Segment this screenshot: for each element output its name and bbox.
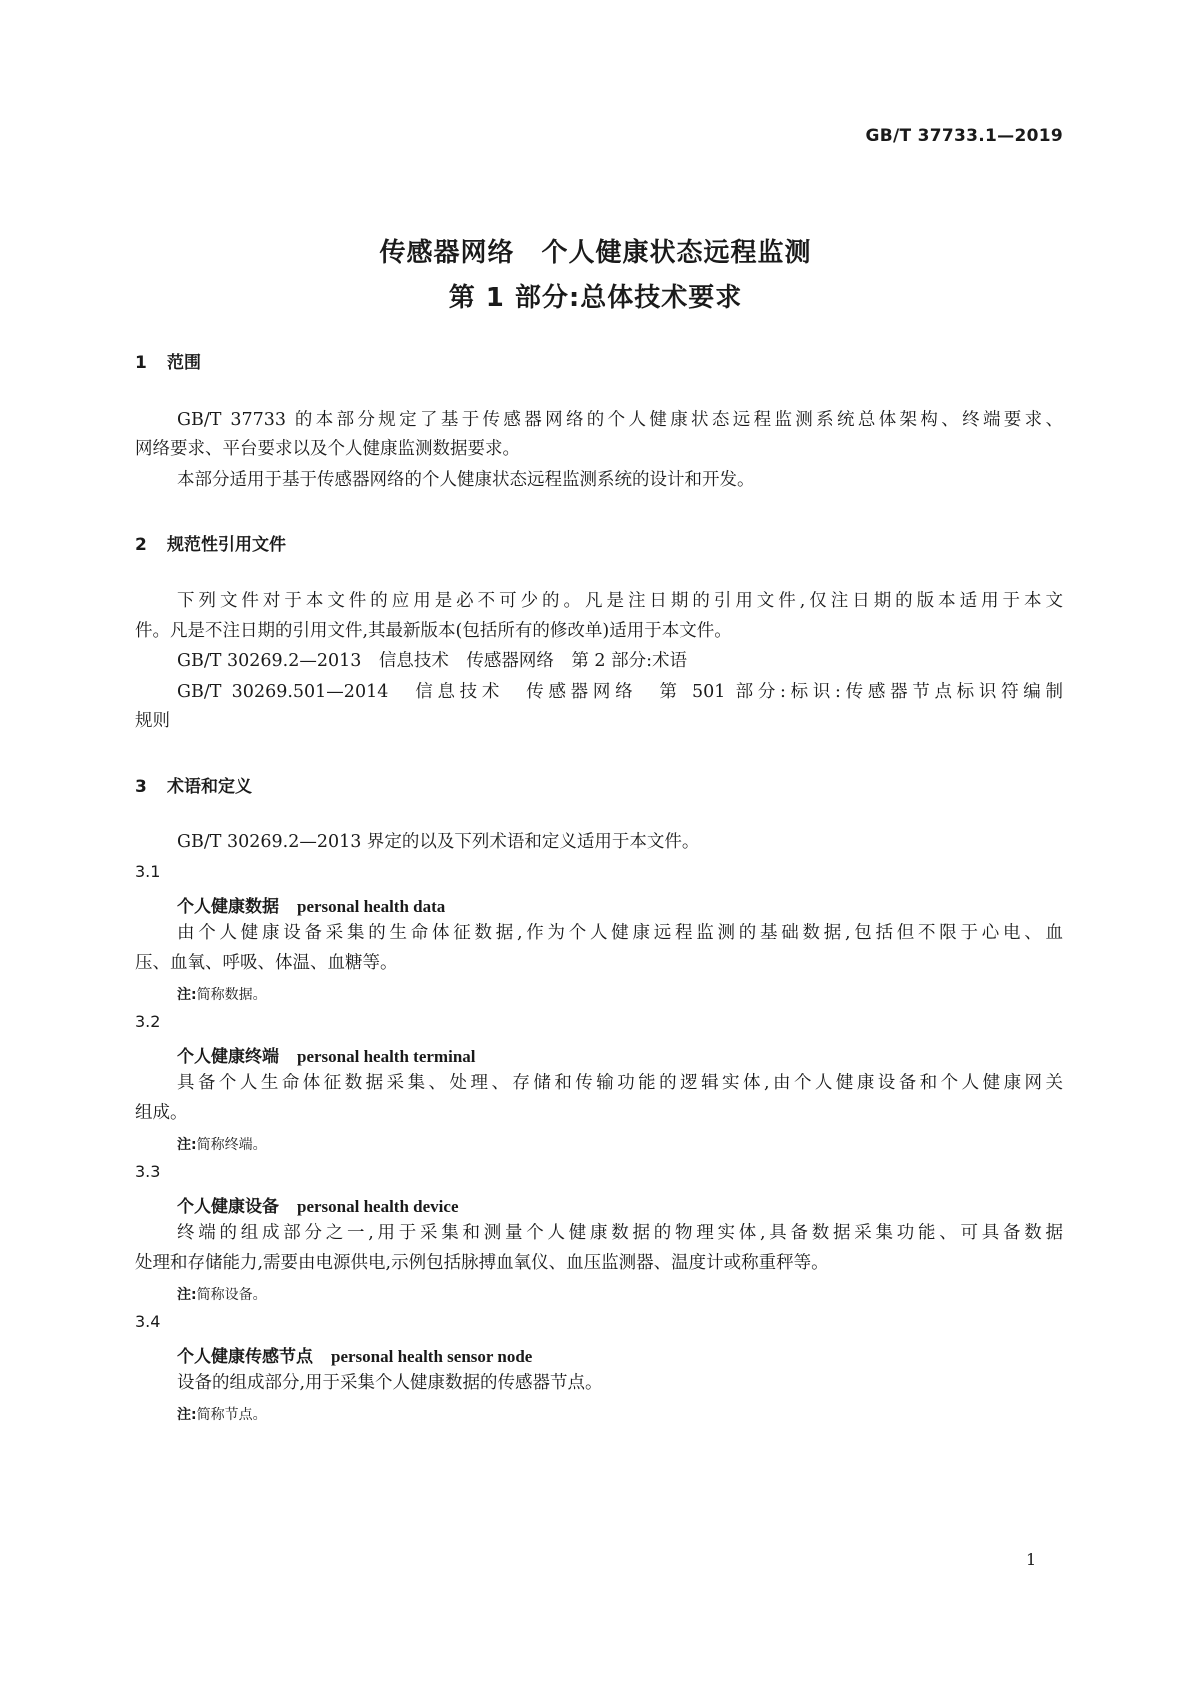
- section-1-paragraph-1-line-1: GB/T 37733 的本部分规定了基于传感器网络的个人健康状态远程监测系统总体架构、终端要求、: [177, 410, 1063, 430]
- note-text: 简称设备。: [196, 1287, 267, 1303]
- term-entry: [177, 1042, 476, 1067]
- section-number: 1: [135, 353, 147, 373]
- section-2-heading: [135, 530, 286, 555]
- term-note: [177, 1134, 267, 1154]
- term-chinese: 个人健康数据: [177, 897, 279, 917]
- section-1-paragraph-2: 本部分适用于基于传感器网络的个人健康状态远程监测系统的设计和开发。: [177, 470, 755, 490]
- term-definition-line-1: 具备个人生命体征数据采集、处理、存储和传输功能的逻辑实体,由个人健康设备和个人健康网关: [177, 1073, 1063, 1093]
- clause-number: 3.2: [135, 1012, 161, 1031]
- note-label: 注:: [177, 1287, 197, 1303]
- section-2-paragraph-1-line-1: 下列文件对于本文件的应用是必不可少的。凡是注日期的引用文件,仅注日期的版本适用于本文: [177, 591, 1063, 611]
- section-title: 范围: [167, 353, 201, 373]
- section-number: 2: [135, 535, 147, 555]
- term-definition-line-2: 组成。: [135, 1103, 188, 1123]
- note-text: 简称终端。: [196, 1137, 267, 1153]
- page-number: 1: [1026, 1550, 1037, 1569]
- clause-number: 3.4: [135, 1312, 161, 1331]
- normative-reference-1: GB/T 30269.2—2013 信息技术 传感器网络 第 2 部分:术语: [177, 651, 688, 671]
- term-entry: [177, 1192, 459, 1217]
- term-note: [177, 1284, 267, 1304]
- normative-reference-2-line-2: 规则: [135, 711, 170, 731]
- normative-reference-2-line-1: GB/T 30269.501—2014 信息技术 传感器网络 第 501 部分:标识:传感器节点标识符编制: [177, 682, 1063, 702]
- section-title: 规范性引用文件: [167, 535, 286, 555]
- standard-number: GB/T 37733.1—2019: [865, 126, 1063, 146]
- document-title-line1: 传感器网络 个人健康状态远程监测: [379, 238, 812, 268]
- note-label: 注:: [177, 987, 197, 1003]
- term-chinese: 个人健康设备: [177, 1197, 279, 1217]
- section-number: 3: [135, 777, 147, 797]
- term-chinese: 个人健康传感节点: [177, 1347, 313, 1367]
- term-definition-line-1: 设备的组成部分,用于采集个人健康数据的传感器节点。: [177, 1373, 603, 1393]
- term-english: personal health device: [297, 1197, 459, 1216]
- note-text: 简称数据。: [196, 987, 267, 1003]
- section-3-heading: [135, 772, 252, 797]
- term-chinese: 个人健康终端: [177, 1047, 279, 1067]
- clause-number: 3.3: [135, 1162, 161, 1181]
- document-title-line2: 第 1 部分:总体技术要求: [448, 283, 743, 313]
- section-3-intro: GB/T 30269.2—2013 界定的以及下列术语和定义适用于本文件。: [177, 832, 700, 852]
- term-definition-line-2: 处理和存储能力,需要由电源供电,示例包括脉搏血氧仪、血压监测器、温度计或称重秤等。: [135, 1253, 829, 1273]
- term-english: personal health sensor node: [331, 1347, 533, 1366]
- note-label: 注:: [177, 1137, 197, 1153]
- term-definition-line-1: 由个人健康设备采集的生命体征数据,作为个人健康远程监测的基础数据,包括但不限于心电、血: [177, 923, 1063, 943]
- section-1-heading: [135, 348, 201, 373]
- section-1-paragraph-1-line-2: 网络要求、平台要求以及个人健康监测数据要求。: [135, 439, 520, 459]
- term-entry: [177, 1342, 532, 1367]
- term-english: personal health data: [297, 897, 446, 916]
- note-text: 简称节点。: [196, 1407, 267, 1423]
- term-definition-line-1: 终端的组成部分之一,用于采集和测量个人健康数据的物理实体,具备数据采集功能、可具备数据: [177, 1223, 1063, 1243]
- term-note: [177, 984, 267, 1004]
- section-2-paragraph-1-line-2: 件。凡是不注日期的引用文件,其最新版本(包括所有的修改单)适用于本文件。: [135, 621, 732, 641]
- term-english: personal health terminal: [297, 1047, 476, 1066]
- term-note: [177, 1404, 267, 1424]
- section-title: 术语和定义: [167, 777, 252, 797]
- clause-number: 3.1: [135, 862, 161, 881]
- term-definition-line-2: 压、血氧、呼吸、体温、血糖等。: [135, 953, 398, 973]
- term-entry: [177, 892, 445, 917]
- note-label: 注:: [177, 1407, 197, 1423]
